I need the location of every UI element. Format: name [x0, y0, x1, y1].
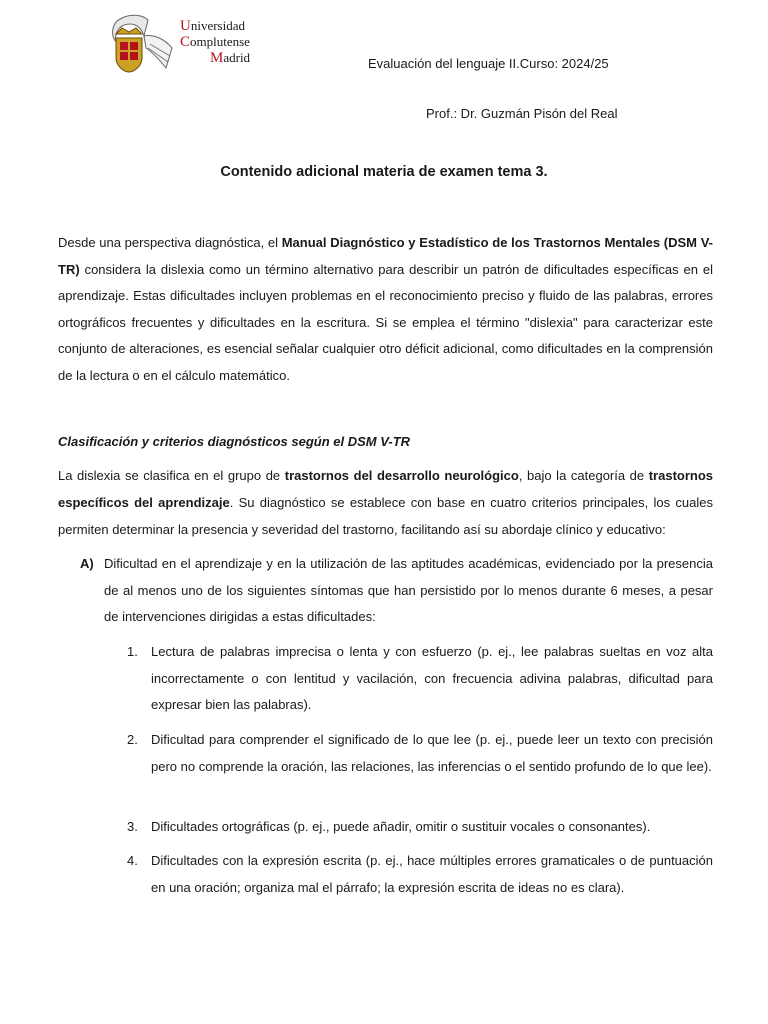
- course-header: Evaluación del lenguaje II.Curso: 2024/25: [368, 56, 609, 71]
- symptom-item: [127, 814, 713, 841]
- section-heading: Clasificación y criterios diagnósticos según el DSM V-TR: [58, 434, 411, 449]
- university-name: Universidad Complutense Madrid: [180, 18, 251, 66]
- symptom-text: Dificultades con la expresión escrita (p. ej., hace múltiples errores gramaticales o de puntuación en una oración; organiza mal el párrafo; la expresión escrita de ideas no es clara).: [151, 853, 713, 895]
- university-crest-icon: [108, 12, 180, 74]
- criterion-label: A): [80, 556, 94, 571]
- page-title: Contenido adicional materia de examen tema 3.: [220, 164, 548, 180]
- symptom-number: 3.: [127, 819, 138, 834]
- criterion-text: Dificultad en el aprendizaje y en la utilización de las aptitudes académicas, evidenciado por la presencia de al menos uno de los siguientes síntomas que han persistido por lo menos durante 6 meses, a pesar de intervenciones dirigidas a estas dificultades:: [104, 556, 713, 624]
- symptom-text: Lectura de palabras imprecisa o lenta y con esfuerzo (p. ej., lee palabras sueltas en voz alta incorrectamente o con lentitud y vacilación, con frecuencia adivina palabras, dificultad para expresar bien las palabras).: [151, 644, 713, 713]
- professor-header: Prof.: Dr. Guzmán Pisón del Real: [426, 106, 618, 121]
- symptom-number: 2.: [127, 732, 138, 747]
- university-logo: [108, 12, 268, 74]
- symptom-number: 1.: [127, 644, 138, 659]
- symptom-text: Dificultades ortográficas (p. ej., puede añadir, omitir o sustituir vocales o consonantes).: [151, 819, 651, 834]
- symptom-text: Dificultad para comprender el significado de lo que lee (p. ej., puede leer un texto con precisión pero no comprende la oración, las relaciones, las inferencias o el sentido profundo de lo que lee).: [151, 732, 713, 774]
- intro-paragraph: Desde una perspectiva diagnóstica, el Manual Diagnóstico y Estadístico de los Trastornos Mentales (DSM V-TR) considera la dislexia como un término alternativo para describir un patrón de dificultades específicas en el aprendizaje. Estas dificultades incluyen problemas en el reconocimiento preciso y fluido de las palabras, errores ortográficos frecuentes y dificultades en la escritura. Si se emplea el término "dislexia" para caracterizar este conjunto de alteraciones, es esencial señalar cualquier otro déficit adicional, como dificultades en la comprensión de la lectura o en el cálculo matemático.: [58, 235, 713, 383]
- symptom-number: 4.: [127, 853, 138, 868]
- symptom-item: [127, 727, 713, 780]
- symptom-item: [127, 639, 713, 719]
- classification-paragraph: La dislexia se clasifica en el grupo de trastornos del desarrollo neurológico, bajo la categoría de trastornos específicos del aprendizaje. Su diagnóstico se establece con base en cuatro criterios principales, los cuales permiten determinar la presencia y severidad del trastorno, facilitando así su abordaje clínico y educativo:: [58, 468, 714, 537]
- criterion-a: [80, 551, 713, 631]
- symptom-item: [127, 848, 713, 901]
